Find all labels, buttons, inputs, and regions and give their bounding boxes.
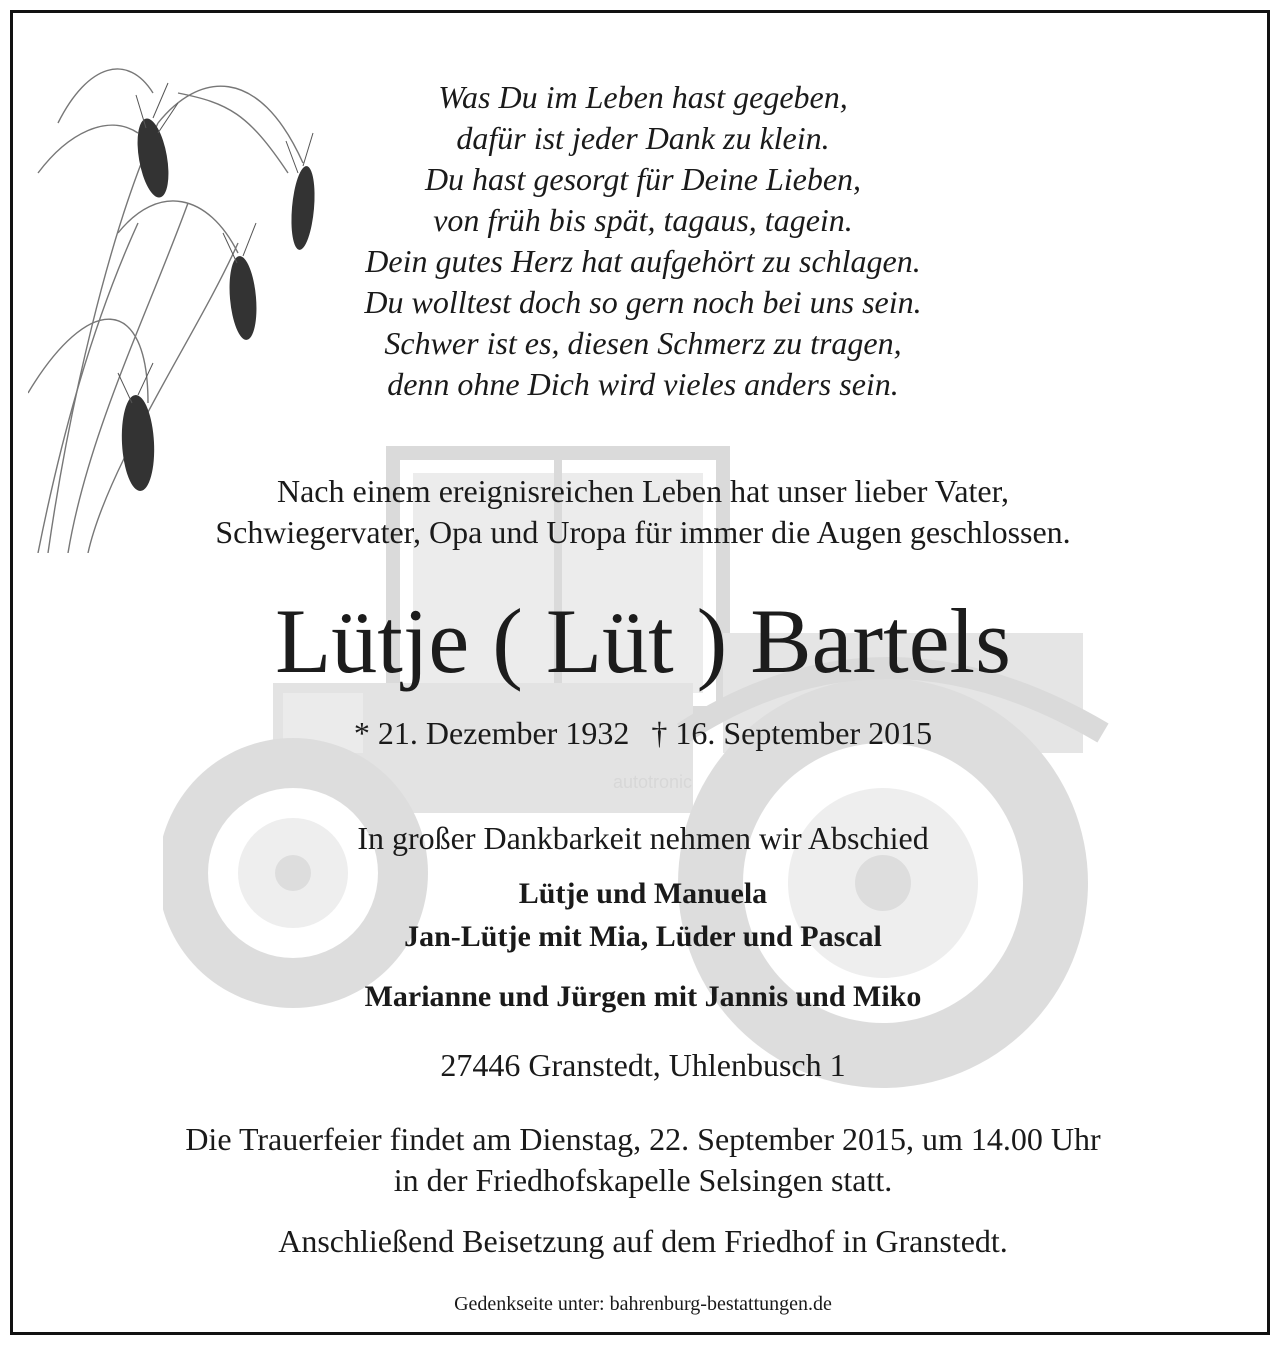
deceased-name: Lütje ( Lüt ) Bartels [275, 590, 1011, 692]
intro-line: Schwiegervater, Opa und Uropa für immer die Augen geschlossen. [215, 514, 1071, 550]
death-date: † 16. September 2015 [651, 715, 933, 751]
poem-line: dafür ist jeder Dank zu klein. [456, 120, 830, 156]
family-address: 27446 Granstedt, Uhlenbusch 1 [440, 1047, 846, 1083]
life-dates [103, 713, 1183, 753]
ceremony-info [73, 1119, 1213, 1201]
memorial-page-link: Gedenkseite unter: bahrenburg-bestattungen.de [454, 1293, 832, 1315]
obituary-text [13, 13, 1267, 1332]
family-line: Lütje und Manuela [518, 877, 768, 910]
poem-line: von früh bis spät, tagaus, tagein. [433, 202, 853, 238]
family-line: Marianne und Jürgen mit Jannis und Miko [364, 980, 922, 1013]
birth-date: * 21. Dezember 1932 [353, 715, 630, 751]
family-line: Jan-Lütje mit Mia, Lüder und Pascal [404, 920, 882, 953]
poem-line: Dein gutes Herz hat aufgehört zu schlagen. [365, 243, 921, 279]
farewell-line: In großer Dankbarkeit nehmen wir Abschied [357, 820, 929, 856]
ceremony-line: in der Friedhofskapelle Selsingen statt. [393, 1162, 893, 1198]
poem-line: Schwer ist es, diesen Schmerz zu tragen, [384, 325, 902, 361]
poem-line: denn ohne Dich wird vieles anders sein. [387, 366, 899, 402]
poem-line: Du hast gesorgt für Deine Lieben, [424, 161, 862, 197]
intro-line: Nach einem ereignisreichen Leben hat unser lieber Vater, [276, 473, 1009, 509]
poem-line: Was Du im Leben hast gegeben, [438, 79, 848, 115]
intro-text [103, 471, 1183, 553]
burial-info: Anschließend Beisetzung auf dem Friedhof in Granstedt. [278, 1223, 1008, 1259]
tractor-badge-text: autotronic [613, 772, 693, 792]
obituary-frame [10, 10, 1270, 1335]
ceremony-line: Die Trauerfeier findet am Dienstag, 22. September 2015, um 14.00 Uhr [185, 1121, 1101, 1157]
poem-line: Du wolltest doch so gern noch bei uns sein. [364, 284, 922, 320]
poem [283, 77, 1003, 405]
